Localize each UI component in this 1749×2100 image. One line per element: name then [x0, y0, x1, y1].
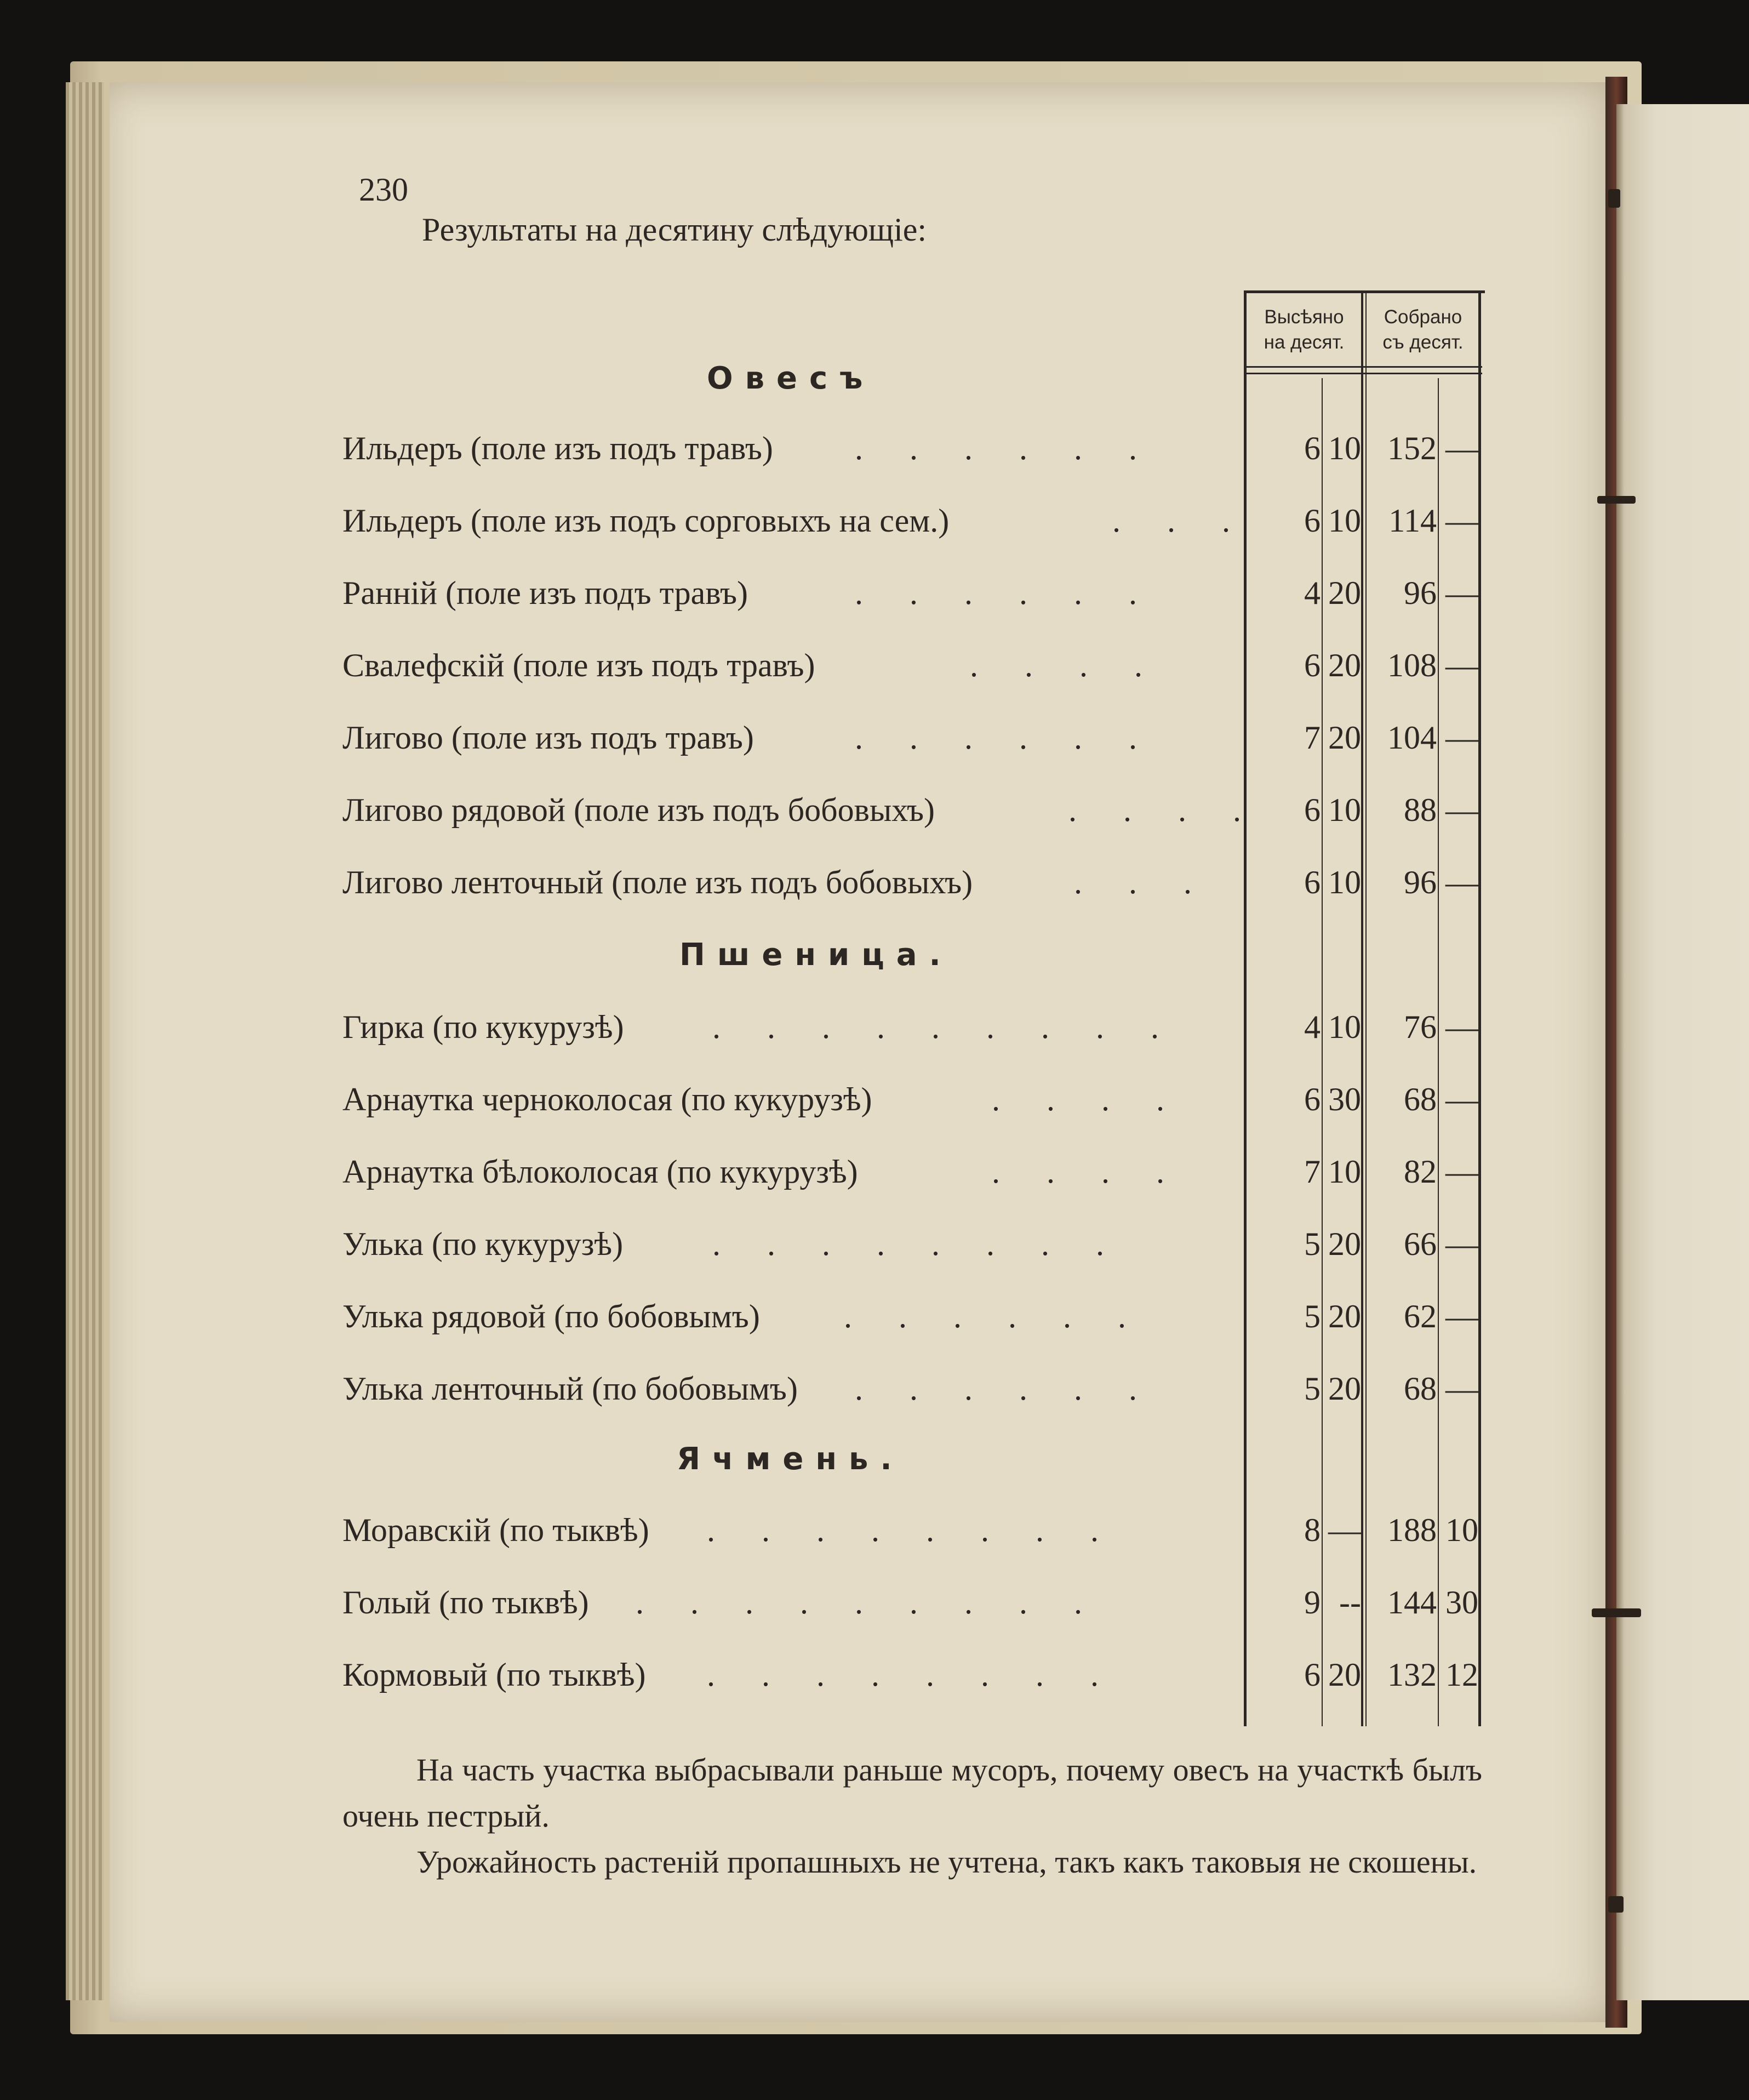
- sown-units: 8: [1304, 1512, 1321, 1548]
- row-label: Улька рядовой (по бобовымъ): [342, 1298, 760, 1334]
- leader-dots: . . .: [1074, 864, 1192, 900]
- collected-units: 152: [1387, 430, 1437, 466]
- sown-fraction: 20: [1328, 720, 1361, 756]
- collected-fraction: —: [1445, 864, 1478, 900]
- collected-fraction: —: [1445, 1081, 1478, 1117]
- sown-units: 6: [1304, 503, 1321, 539]
- sown-units: 4: [1304, 575, 1321, 611]
- row-label: Лигово рядовой (поле изъ подъ бобовыхъ): [342, 792, 935, 828]
- header-sown-line2: на десят.: [1264, 332, 1345, 353]
- leader-dots: . . . . . . . . .: [712, 1009, 1159, 1045]
- collected-fraction: —: [1445, 647, 1478, 683]
- leader-dots: . . . . . . . . .: [636, 1584, 1082, 1620]
- collected-units: 132: [1387, 1657, 1437, 1693]
- collected-units: 96: [1404, 864, 1437, 900]
- sown-units: 9: [1304, 1584, 1321, 1620]
- row-label: Кормовый (по тыквѣ): [342, 1657, 646, 1693]
- sown-fraction: --: [1339, 1584, 1361, 1620]
- leader-dots: . . . . . .: [855, 575, 1137, 611]
- intro-line: Результаты на десятину слѣдующіе:: [422, 212, 927, 248]
- sown-fraction: 10: [1328, 1009, 1361, 1045]
- column-divider: [1361, 290, 1363, 1726]
- section-title-oats: Овесъ: [707, 361, 875, 396]
- leader-dots: . . . .: [1068, 792, 1241, 828]
- collected-units: 96: [1404, 575, 1437, 611]
- subcolumn-divider: [1438, 378, 1439, 1726]
- table-left-rule: [1244, 290, 1247, 1726]
- leader-dots: . . . . . . . .: [707, 1512, 1099, 1548]
- row-label: Арнаутка черноколосая (по кукурузѣ): [342, 1081, 872, 1117]
- sown-fraction: 10: [1328, 503, 1361, 539]
- leader-dots: . . .: [1112, 503, 1230, 539]
- collected-units: 62: [1404, 1298, 1437, 1334]
- sown-units: 6: [1304, 864, 1321, 900]
- binding-stitch: [1592, 1608, 1641, 1617]
- page-number: 230: [359, 172, 408, 208]
- collected-fraction: —: [1445, 503, 1478, 539]
- header-rule: [1247, 373, 1482, 374]
- collected-units: 68: [1404, 1081, 1437, 1117]
- sown-fraction: 10: [1328, 792, 1361, 828]
- row-label: Улька (по кукурузѣ): [342, 1226, 624, 1262]
- header-sown-line1: Высѣяно: [1264, 306, 1344, 328]
- collected-fraction: —: [1445, 720, 1478, 756]
- collected-units: 76: [1404, 1009, 1437, 1045]
- sown-units: 7: [1304, 720, 1321, 756]
- collected-fraction: —: [1445, 1226, 1478, 1262]
- header-collected-line1: Собрано: [1384, 306, 1462, 328]
- collected-fraction: —: [1445, 575, 1478, 611]
- collected-units: 114: [1388, 503, 1437, 539]
- leader-dots: . . . . . . . .: [707, 1657, 1099, 1693]
- table-right-rule: [1478, 290, 1481, 1726]
- collected-fraction: —: [1445, 1298, 1478, 1334]
- sown-units: 6: [1304, 1657, 1321, 1693]
- row-label: Голый (по тыквѣ): [342, 1584, 589, 1620]
- leader-dots: . . . .: [992, 1154, 1164, 1190]
- sown-fraction: 20: [1328, 647, 1361, 683]
- leader-dots: . . . . . .: [855, 430, 1137, 466]
- sown-fraction: 10: [1328, 1154, 1361, 1190]
- collected-fraction: —: [1445, 430, 1478, 466]
- collected-fraction: —: [1445, 1154, 1478, 1190]
- leader-dots: . . . .: [970, 647, 1142, 683]
- sown-fraction: 20: [1328, 1226, 1361, 1262]
- collected-units: 68: [1404, 1371, 1437, 1407]
- sown-fraction: 10: [1328, 430, 1361, 466]
- section-title-wheat: Пшеница.: [679, 937, 953, 973]
- row-label: Ильдеръ (поле изъ подъ травъ): [342, 430, 773, 466]
- leader-dots: . . . . . .: [855, 1371, 1137, 1407]
- sown-units: 6: [1304, 792, 1321, 828]
- collected-fraction: 30: [1445, 1584, 1478, 1620]
- sown-fraction: —: [1328, 1512, 1361, 1548]
- sown-units: 6: [1304, 647, 1321, 683]
- sown-units: 5: [1304, 1298, 1321, 1334]
- collected-units: 104: [1387, 720, 1437, 756]
- binding-stitch: [1597, 496, 1636, 504]
- header-rule: [1247, 366, 1482, 368]
- collected-fraction: —: [1445, 1371, 1478, 1407]
- sown-fraction: 10: [1328, 864, 1361, 900]
- collected-units: 144: [1387, 1584, 1437, 1620]
- sown-fraction: 20: [1328, 1657, 1361, 1693]
- sown-fraction: 20: [1328, 1371, 1361, 1407]
- table-top-rule: [1244, 290, 1485, 293]
- footer-paragraph: Урожайность растеній пропашныхъ не учтена, такъ какъ таковыя не скошены.: [416, 1844, 1477, 1880]
- collected-units: 66: [1404, 1226, 1437, 1262]
- footer-paragraph: На часть участка выбрасывали раньше мусоръ, почему овесъ на участкѣ былъ очень пестрый.: [342, 1752, 1482, 1834]
- collected-units: 188: [1387, 1512, 1437, 1548]
- row-label: Гирка (по кукурузѣ): [342, 1009, 624, 1045]
- header-collected-line2: съ десят.: [1382, 332, 1464, 353]
- row-label: Улька ленточный (по бобовымъ): [342, 1371, 798, 1407]
- header-sown: [1247, 305, 1362, 355]
- collected-units: 82: [1404, 1154, 1437, 1190]
- collected-fraction: 12: [1445, 1657, 1478, 1693]
- leader-dots: . . . . . .: [844, 1298, 1126, 1334]
- sown-units: 5: [1304, 1226, 1321, 1262]
- row-label: Лигово ленточный (поле изъ подъ бобовыхъ): [342, 864, 973, 900]
- sown-units: 4: [1304, 1009, 1321, 1045]
- header-collected: [1367, 305, 1479, 355]
- sown-units: 6: [1304, 430, 1321, 466]
- page-edges: [66, 82, 104, 2000]
- collected-fraction: —: [1445, 792, 1478, 828]
- row-label: Лигово (поле изъ подъ травъ): [342, 720, 754, 756]
- sown-units: 5: [1304, 1371, 1321, 1407]
- row-label: Ранній (поле изъ подъ травъ): [342, 575, 748, 611]
- sown-units: 7: [1304, 1154, 1321, 1190]
- binding-stitch: [1608, 189, 1620, 208]
- row-label: Ильдеръ (поле изъ подъ сорговыхъ на сем.): [342, 503, 950, 539]
- sown-fraction: 30: [1328, 1081, 1361, 1117]
- leader-dots: . . . . . . . .: [712, 1226, 1104, 1262]
- sown-fraction: 20: [1328, 1298, 1361, 1334]
- leader-dots: . . . . . .: [855, 720, 1137, 756]
- row-label: Моравскій (по тыквѣ): [342, 1512, 649, 1548]
- binding-stitch: [1608, 1896, 1624, 1913]
- row-label: Арнаутка бѣлоколосая (по кукурузѣ): [342, 1154, 858, 1190]
- leader-dots: . . . .: [992, 1081, 1164, 1117]
- sown-units: 6: [1304, 1081, 1321, 1117]
- collected-units: 108: [1387, 647, 1437, 683]
- sown-fraction: 20: [1328, 575, 1361, 611]
- row-label: Свалефскій (поле изъ подъ травъ): [342, 647, 815, 683]
- section-title-barley: Ячмень.: [677, 1441, 904, 1477]
- collected-units: 88: [1404, 792, 1437, 828]
- facing-page: [1616, 104, 1749, 2000]
- collected-fraction: —: [1445, 1009, 1478, 1045]
- collected-fraction: 10: [1445, 1512, 1478, 1548]
